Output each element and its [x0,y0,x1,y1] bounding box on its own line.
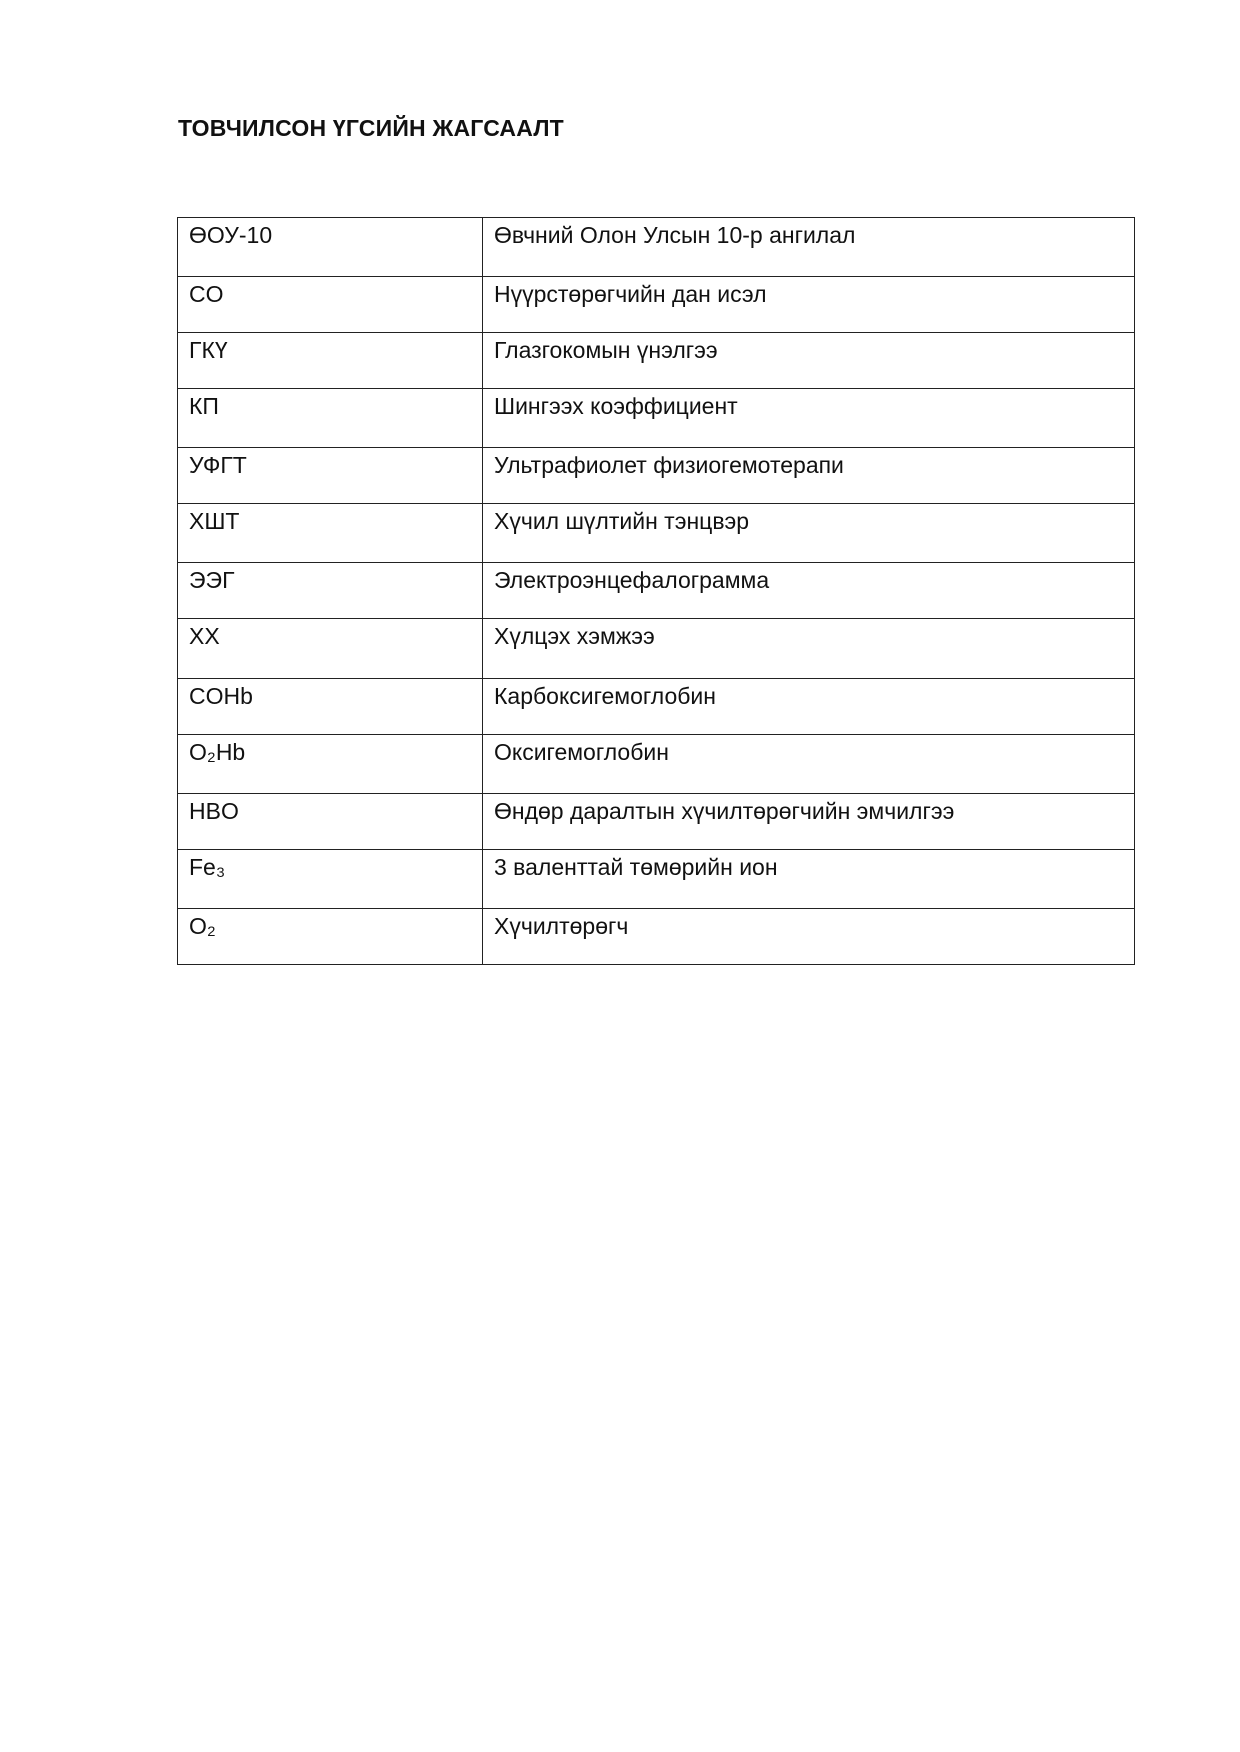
abbreviation-cell: УФГТ [178,448,483,504]
definition-cell: Оксигемоглобин [483,735,1135,794]
abbreviation-cell: Fe₃ [178,850,483,909]
definition-cell: Глазгокомын үнэлгээ [483,333,1135,389]
table-row [178,735,1135,794]
definition-cell: Ультрафиолет физиогемотерапи [483,448,1135,504]
abbreviation-cell: COHb [178,679,483,735]
table-row [178,850,1135,909]
table-row [178,333,1135,389]
abbreviation-cell: КП [178,389,483,448]
definition-cell: Шингээх коэффициент [483,389,1135,448]
abbreviation-cell: HBO [178,794,483,850]
table-row [178,389,1135,448]
abbreviation-cell: ГКҮ [178,333,483,389]
abbreviation-cell: ЭЭГ [178,563,483,619]
abbreviation-cell: ХШТ [178,504,483,563]
definition-cell: Хүчил шүлтийн тэнцвэр [483,504,1135,563]
table-row [178,448,1135,504]
abbreviation-cell: ӨОУ-10 [178,218,483,277]
abbreviation-cell: ХХ [178,619,483,679]
table-row [178,504,1135,563]
table-row [178,679,1135,735]
definition-cell: Карбоксигемоглобин [483,679,1135,735]
table-row [178,218,1135,277]
definition-cell: Электроэнцефалограмма [483,563,1135,619]
abbreviation-cell: O₂Hb [178,735,483,794]
table-row [178,277,1135,333]
abbreviation-cell: O₂ [178,909,483,965]
definition-cell: Нүүрстөрөгчийн дан исэл [483,277,1135,333]
definition-cell: Өвчний Олон Улсын 10-р ангилал [483,218,1135,277]
table-row [178,619,1135,679]
abbreviation-table [177,217,1135,965]
definition-cell: Өндөр даралтын хүчилтөрөгчийн эмчилгээ [483,794,1135,850]
definition-cell: 3 валенттай төмөрийн ион [483,850,1135,909]
definition-cell: Хүлцэх хэмжээ [483,619,1135,679]
table-row [178,909,1135,965]
definition-cell: Хүчилтөрөгч [483,909,1135,965]
page-title: ТОВЧИЛСОН ҮГСИЙН ЖАГСААЛТ [178,115,564,141]
abbreviation-cell: CO [178,277,483,333]
table-row [178,563,1135,619]
table-row [178,794,1135,850]
